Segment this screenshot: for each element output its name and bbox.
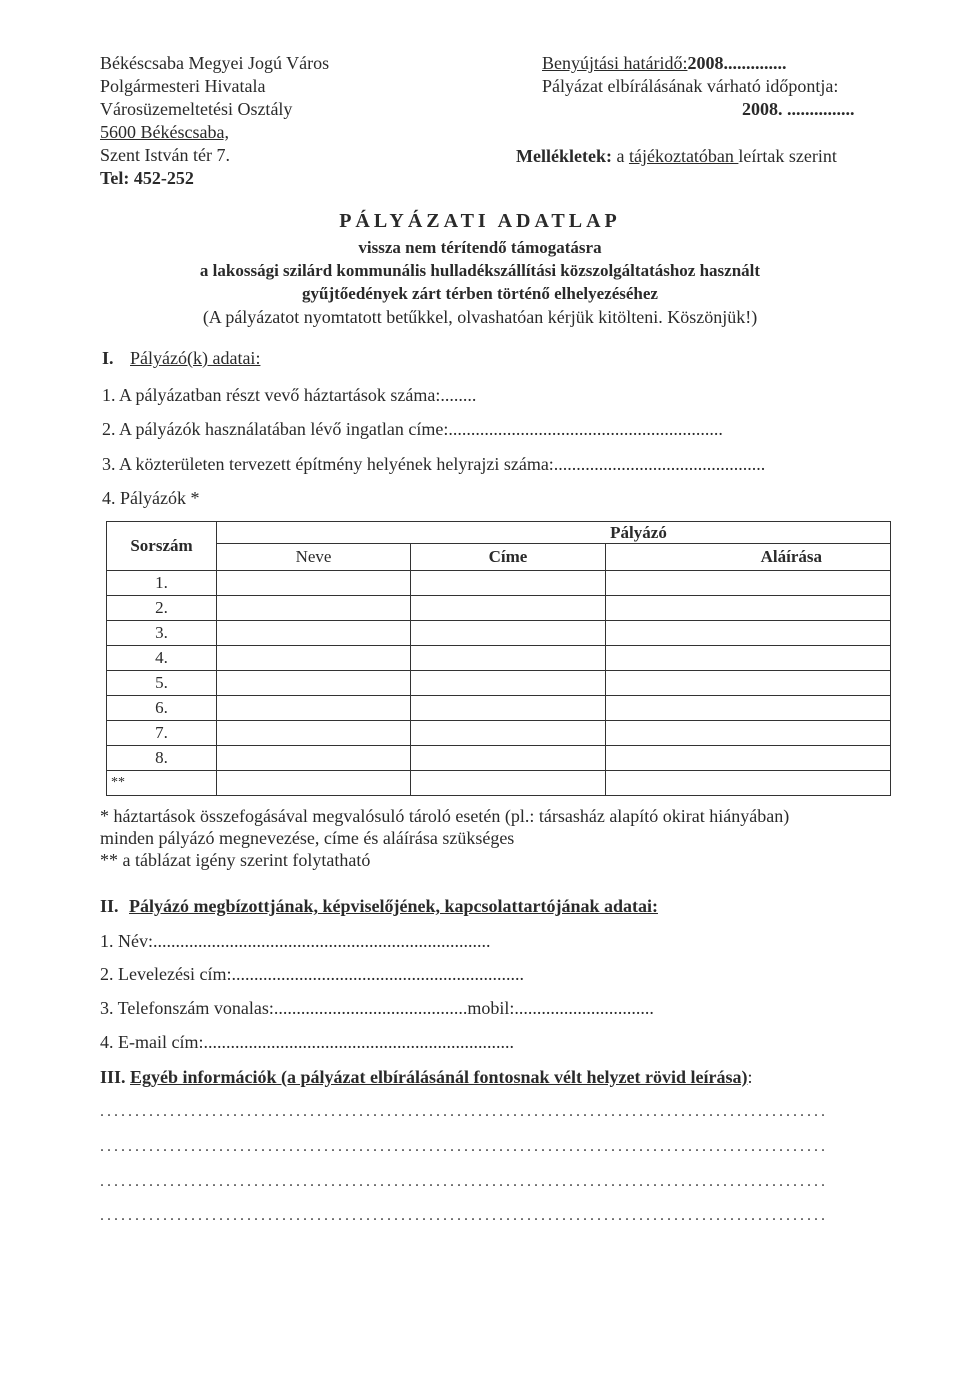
cell-name[interactable] xyxy=(217,596,411,621)
description-line[interactable]: ........................................................................................................ xyxy=(100,1207,828,1224)
cell-name[interactable] xyxy=(217,621,411,646)
field-property-address[interactable]: 2. A pályázók használatában lévő ingatlan címe:............................................................. xyxy=(102,419,723,439)
table-row xyxy=(107,596,891,621)
section-3-heading: Egyéb információk (a pályázat elbírálásánál fontosnak vélt helyzet rövid leírása) xyxy=(130,1067,748,1087)
cell-signature[interactable] xyxy=(606,746,891,771)
section-1-heading: Pályázó(k) adatai: xyxy=(130,348,261,368)
issuer-line: 5600 Békéscsaba, xyxy=(100,122,229,142)
cell-address[interactable] xyxy=(411,696,606,721)
row-continuation: ** xyxy=(107,771,217,796)
table-row xyxy=(107,621,891,646)
cell-signature[interactable] xyxy=(606,696,891,721)
header-neve: Neve xyxy=(217,544,411,571)
row-number: 4. xyxy=(107,646,217,671)
cell-signature[interactable] xyxy=(606,571,891,596)
issuer-line: Polgármesteri Hivatala xyxy=(100,76,266,96)
table-row xyxy=(107,721,891,746)
header-sorszam: Sorszám xyxy=(107,522,217,571)
table-row xyxy=(107,746,891,771)
cell-address[interactable] xyxy=(411,771,606,796)
cell-name[interactable] xyxy=(217,746,411,771)
applicants-label: 4. Pályázók * xyxy=(102,488,200,508)
field-households-count[interactable]: 1. A pályázatban részt vevő háztartások száma:........ xyxy=(102,385,477,405)
section-1-number: I. xyxy=(102,348,114,368)
cell-name[interactable] xyxy=(217,771,411,796)
attachments-link: tájékoztatóban xyxy=(628,146,739,166)
header-alairasa: Aláírása xyxy=(606,544,891,571)
row-number: 5. xyxy=(107,671,217,696)
cell-address[interactable] xyxy=(411,746,606,771)
issuer-phone: Tel: 452-252 xyxy=(100,168,194,188)
table-row xyxy=(107,771,891,796)
decision-value: 2008. ............... xyxy=(742,99,855,119)
row-number: 7. xyxy=(107,721,217,746)
field-contact-name[interactable]: 1. Név:........................................................................... xyxy=(100,931,491,951)
description-line[interactable]: ........................................................................................................ xyxy=(100,1173,828,1190)
section-3-colon: : xyxy=(747,1067,753,1087)
footnote-2: ** a táblázat igény szerint folytatható xyxy=(100,850,371,870)
section-3-heading-line xyxy=(130,1066,752,1088)
cell-address[interactable] xyxy=(411,721,606,746)
table-row xyxy=(107,671,891,696)
table-row xyxy=(107,696,891,721)
footnote-1: * háztartások összefogásával megvalósuló tároló esetén (pl.: társasház alapító okirat hiányában) xyxy=(100,806,790,826)
cell-name[interactable] xyxy=(217,646,411,671)
cell-signature[interactable] xyxy=(606,721,891,746)
deadline-value: 2008.............. xyxy=(687,53,787,73)
cell-name[interactable] xyxy=(217,721,411,746)
cell-signature[interactable] xyxy=(606,621,891,646)
row-number: 8. xyxy=(107,746,217,771)
attachments-post: leírtak szerint xyxy=(738,146,837,166)
cell-address[interactable] xyxy=(411,621,606,646)
cell-name[interactable] xyxy=(217,571,411,596)
form-subtitle-1: vissza nem térítendő támogatásra xyxy=(358,238,602,257)
section-3-number: III. xyxy=(100,1067,126,1087)
cell-signature[interactable] xyxy=(606,671,891,696)
cell-address[interactable] xyxy=(411,671,606,696)
description-line[interactable]: ........................................................................................................ xyxy=(100,1103,828,1120)
footnote-1-cont: minden pályázó megnevezése, címe és aláírása szükséges xyxy=(100,828,515,848)
field-phone[interactable]: 3. Telefonszám vonalas:...........................................mobil:............................... xyxy=(100,998,654,1018)
form-subtitle-2: a lakossági szilárd kommunális hulladékszállítási közszolgáltatáshoz használt xyxy=(199,261,761,280)
cell-address[interactable] xyxy=(411,596,606,621)
deadline-line xyxy=(542,52,786,75)
row-number: 6. xyxy=(107,696,217,721)
attachments-pre: a xyxy=(611,146,629,166)
attachments-label: Mellékletek: xyxy=(516,146,612,166)
issuer-line: Városüzemeltetési Osztály xyxy=(100,99,293,119)
row-number: 2. xyxy=(107,596,217,621)
deadline-label: Benyújtási határidő: xyxy=(542,53,688,73)
header-cime: Címe xyxy=(411,544,606,571)
cell-signature[interactable] xyxy=(606,646,891,671)
form-instruction: (A pályázatot nyomtatott betűkkel, olvashatóan kérjük kitölteni. Köszönjük!) xyxy=(202,307,758,327)
description-line[interactable]: ........................................................................................................ xyxy=(100,1138,828,1155)
form-title: PÁLYÁZATI ADATLAP xyxy=(339,210,621,232)
applicants-table xyxy=(106,521,891,796)
issuer-line: Békéscsaba Megyei Jogú Város xyxy=(100,53,330,73)
header-palyazo: Pályázó xyxy=(217,522,891,544)
section-2-number: II. xyxy=(100,896,119,916)
cell-address[interactable] xyxy=(411,571,606,596)
cell-name[interactable] xyxy=(217,696,411,721)
attachments-line xyxy=(516,145,837,168)
table-row xyxy=(107,646,891,671)
row-number: 1. xyxy=(107,571,217,596)
cell-signature[interactable] xyxy=(606,596,891,621)
field-email[interactable]: 4. E-mail cím:..................................................................... xyxy=(100,1032,514,1052)
form-subtitle-3: gyűjtőedények zárt térben történő elhelyezéséhez xyxy=(302,284,658,303)
field-lot-number[interactable]: 3. A közterületen tervezett építmény helyének helyrajzi száma:............................................... xyxy=(102,454,766,474)
row-number: 3. xyxy=(107,621,217,646)
cell-name[interactable] xyxy=(217,671,411,696)
issuer-block xyxy=(100,52,329,190)
field-mailing-address[interactable]: 2. Levelezési cím:................................................................. xyxy=(100,964,524,984)
cell-address[interactable] xyxy=(411,646,606,671)
cell-signature[interactable] xyxy=(606,771,891,796)
issuer-line: Szent István tér 7. xyxy=(100,145,230,165)
table-row xyxy=(107,571,891,596)
decision-label: Pályázat elbírálásának várható időpontja: xyxy=(542,76,839,96)
section-2-heading: Pályázó megbízottjának, képviselőjének, kapcsolattartójának adatai: xyxy=(129,896,658,916)
